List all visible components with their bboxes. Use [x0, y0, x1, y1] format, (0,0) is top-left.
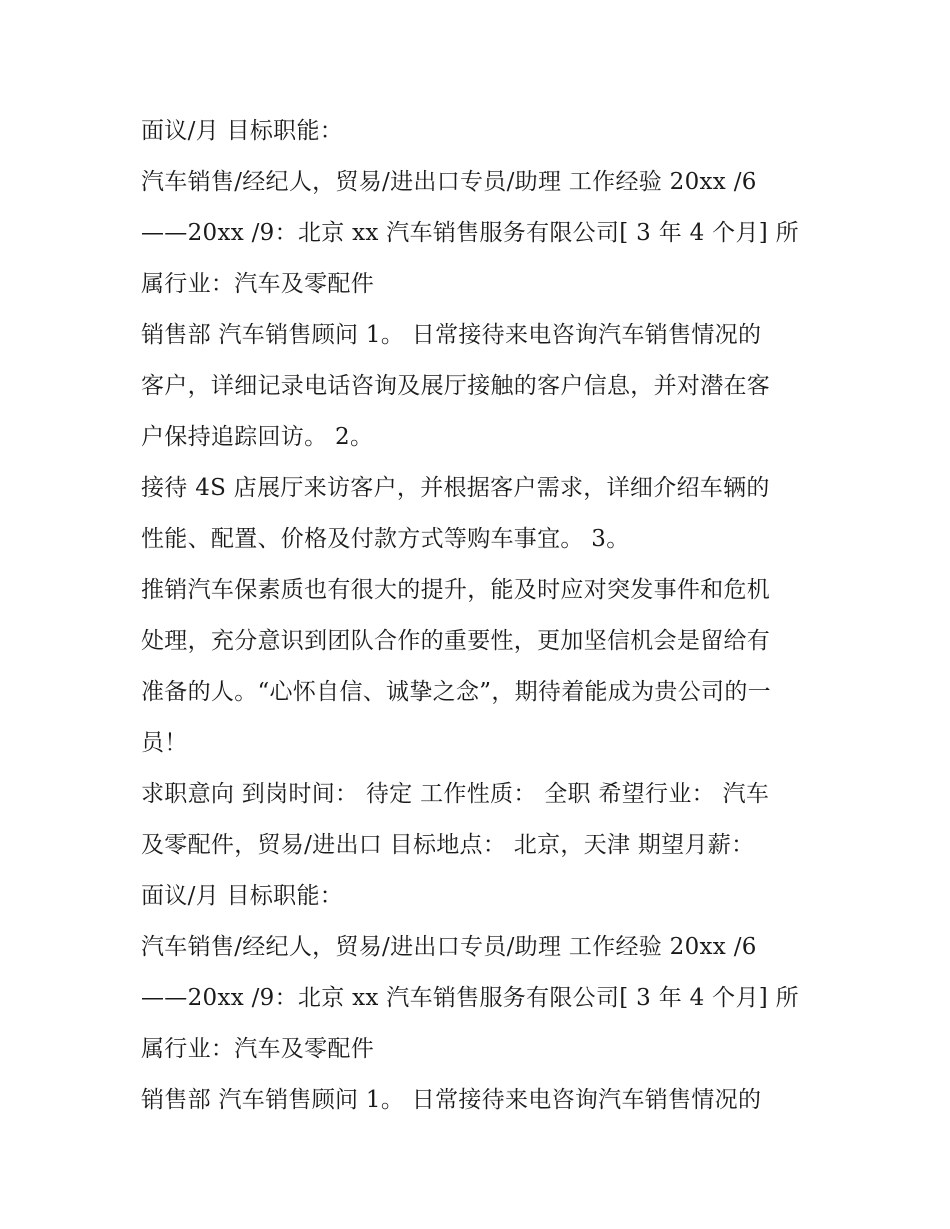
text-line: 性能、配置、价格及付款方式等购车事宜。 3。 — [141, 526, 630, 552]
text-line: 户保持追踪回访。 2。 — [141, 424, 374, 450]
text-line: 属行业：汽车及零配件 — [141, 271, 374, 297]
text-line: 及零配件，贸易/进出口 目标地点： 北京，天津 期望月薪： — [141, 832, 755, 858]
text-line: 汽车销售/经纪人，贸易/进出口专员/助理 工作经验 20xx /6 — [141, 169, 757, 195]
text-line: 属行业：汽车及零配件 — [141, 1036, 374, 1062]
text-line: 销售部 汽车销售顾问 1。 日常接待来电咨询汽车销售情况的 — [141, 1087, 762, 1113]
text-line: 员！ — [141, 730, 188, 756]
text-line: 处理，充分意识到团队合作的重要性，更加坚信机会是留给有 — [141, 628, 771, 654]
text-line: 求职意向 到岗时间： 待定 工作性质： 全职 希望行业： 汽车 — [141, 781, 770, 807]
text-line: 准备的人。“心怀自信、诚挚之念”，期待着能成为贵公司的一 — [141, 679, 771, 705]
text-line: 汽车销售/经纪人，贸易/进出口专员/助理 工作经验 20xx /6 — [141, 934, 757, 960]
text-line: ——20xx /9：北京 xx 汽车销售服务有限公司[ 3 年 4 个月] 所 — [141, 220, 799, 246]
text-line: 面议/月 目标职能： — [141, 883, 344, 909]
text-line: 推销汽车保素质也有很大的提升，能及时应对突发事件和危机 — [141, 577, 771, 603]
text-line: 销售部 汽车销售顾问 1。 日常接待来电咨询汽车销售情况的 — [141, 322, 762, 348]
text-line: ——20xx /9：北京 xx 汽车销售服务有限公司[ 3 年 4 个月] 所 — [141, 985, 799, 1011]
document-body — [141, 106, 821, 1126]
text-line: 面议/月 目标职能： — [141, 118, 344, 144]
text-line: 接待 4S 店展厅来访客户，并根据客户需求，详细介绍车辆的 — [141, 475, 770, 501]
text-line: 客户，详细记录电话咨询及展厅接触的客户信息，并对潜在客 — [141, 373, 771, 399]
